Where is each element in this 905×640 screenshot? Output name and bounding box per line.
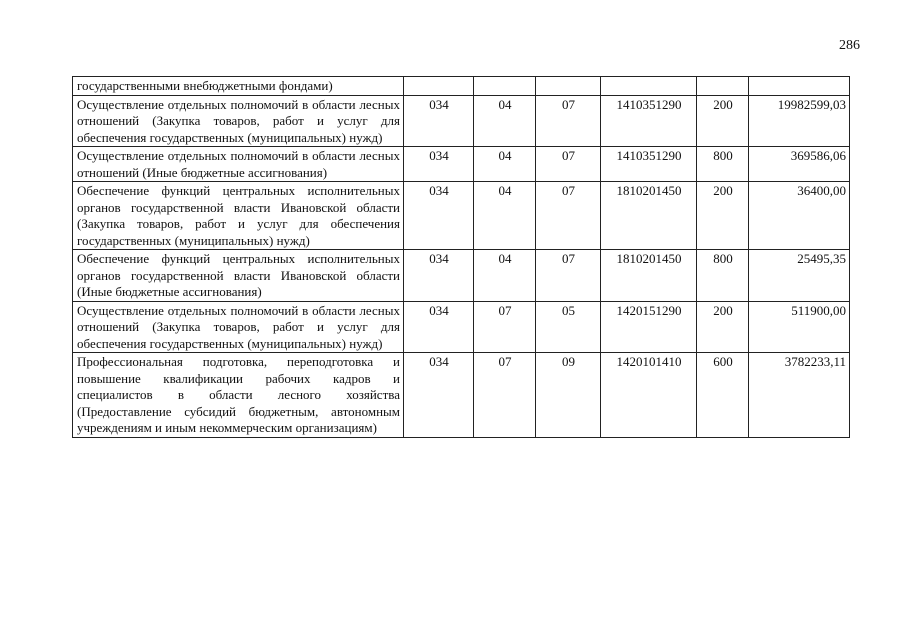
row-name: государственными внебюджетными фондами) (73, 77, 404, 96)
row-name: Профессиональная подготовка, переподготовка и повышение квалификации рабочих кадров и специалистов в области лесного хозяйства (Предоставление субсидий бюджетным, автономным учреждениям и иным некоммерческим организациям) (73, 353, 404, 438)
target-article-code: 1420151290 (601, 301, 697, 353)
budget-table (72, 76, 850, 438)
expense-type-code (697, 77, 749, 96)
target-article-code: 1410351290 (601, 95, 697, 147)
table-row (73, 353, 850, 438)
subsection-code: 05 (536, 301, 601, 353)
section-code: 04 (474, 147, 536, 182)
expense-type-code: 200 (697, 95, 749, 147)
expense-type-code: 800 (697, 147, 749, 182)
ministry-code (404, 77, 474, 96)
amount (749, 77, 850, 96)
table-row (73, 95, 850, 147)
section-code (474, 77, 536, 96)
expense-type-code: 600 (697, 353, 749, 438)
subsection-code: 07 (536, 250, 601, 302)
section-code: 04 (474, 250, 536, 302)
amount: 369586,06 (749, 147, 850, 182)
row-name: Осуществление отдельных полномочий в области лесных отношений (Закупка товаров, работ и услуг для обеспечения государственных (муниципальных) нужд) (73, 95, 404, 147)
table-row (73, 301, 850, 353)
target-article-code (601, 77, 697, 96)
ministry-code: 034 (404, 95, 474, 147)
page-number: 286 (839, 38, 860, 53)
section-code: 07 (474, 301, 536, 353)
ministry-code: 034 (404, 301, 474, 353)
expense-type-code: 800 (697, 250, 749, 302)
table-row (73, 182, 850, 250)
section-code: 04 (474, 182, 536, 250)
target-article-code: 1810201450 (601, 182, 697, 250)
amount: 3782233,11 (749, 353, 850, 438)
row-name: Обеспечение функций центральных исполнительных органов государственной власти Ивановской области (Иные бюджетные ассигнования) (73, 250, 404, 302)
subsection-code: 07 (536, 147, 601, 182)
row-name: Осуществление отдельных полномочий в области лесных отношений (Закупка товаров, работ и услуг для обеспечения государственных (муниципальных) нужд) (73, 301, 404, 353)
ministry-code: 034 (404, 250, 474, 302)
target-article-code: 1410351290 (601, 147, 697, 182)
amount: 36400,00 (749, 182, 850, 250)
amount: 19982599,03 (749, 95, 850, 147)
table-row (73, 147, 850, 182)
amount: 25495,35 (749, 250, 850, 302)
row-name: Обеспечение функций центральных исполнительных органов государственной власти Ивановской области (Закупка товаров, работ и услуг для обеспечения государственных (муниципальных) нужд) (73, 182, 404, 250)
row-name: Осуществление отдельных полномочий в области лесных отношений (Иные бюджетные ассигнования) (73, 147, 404, 182)
subsection-code (536, 77, 601, 96)
expense-type-code: 200 (697, 301, 749, 353)
subsection-code: 07 (536, 182, 601, 250)
section-code: 07 (474, 353, 536, 438)
target-article-code: 1810201450 (601, 250, 697, 302)
subsection-code: 07 (536, 95, 601, 147)
ministry-code: 034 (404, 182, 474, 250)
expense-type-code: 200 (697, 182, 749, 250)
ministry-code: 034 (404, 147, 474, 182)
target-article-code: 1420101410 (601, 353, 697, 438)
amount: 511900,00 (749, 301, 850, 353)
ministry-code: 034 (404, 353, 474, 438)
section-code: 04 (474, 95, 536, 147)
table-row (73, 250, 850, 302)
subsection-code: 09 (536, 353, 601, 438)
table-row (73, 77, 850, 96)
